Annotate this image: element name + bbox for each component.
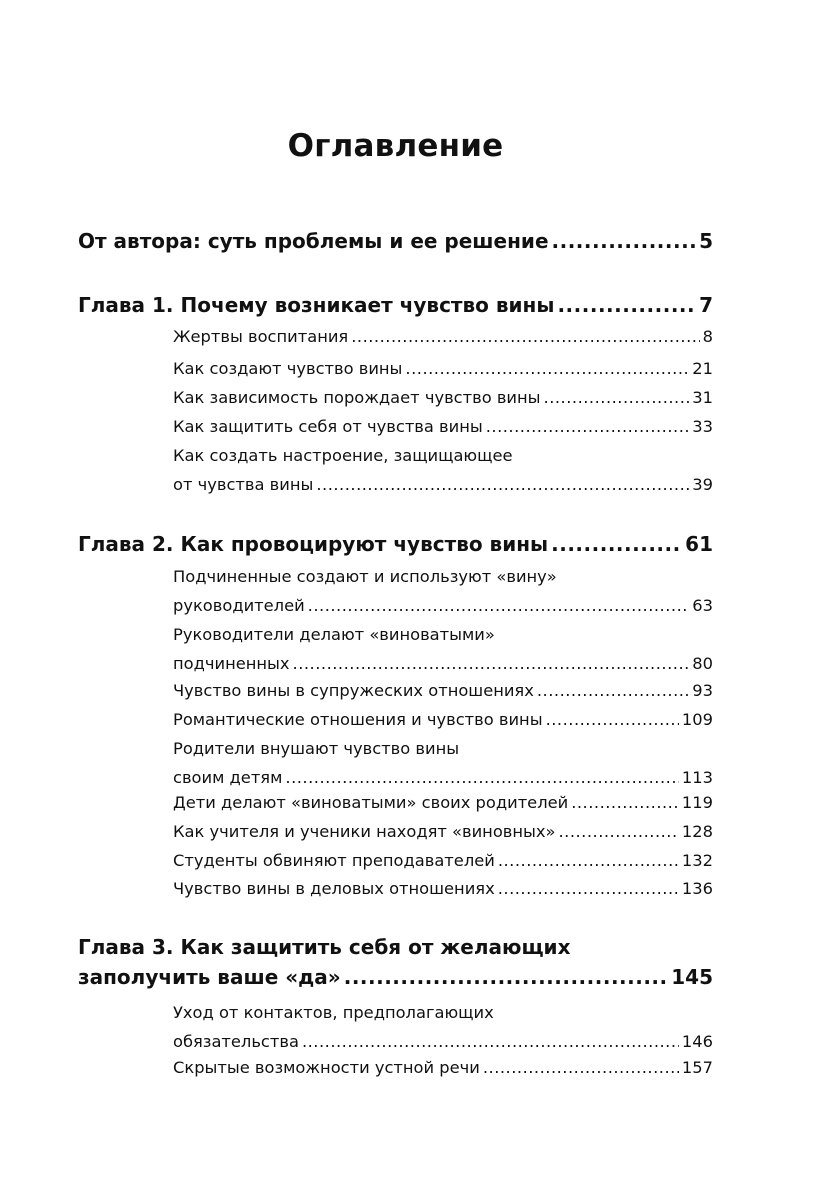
dot-leader: [293, 649, 690, 678]
toc-entry-title: Чувство вины в супружеских отношениях: [173, 681, 534, 700]
dot-leader: [552, 226, 697, 256]
toc-entry-chapter-3[interactable]: [78, 932, 713, 992]
toc-entry-section[interactable]: [173, 874, 713, 903]
toc-entry-section[interactable]: [173, 412, 713, 441]
page-title: Оглавление: [287, 128, 504, 164]
toc-entry-title-line-2: заполучить ваше «да»: [78, 965, 341, 989]
dot-leader: [316, 470, 689, 499]
toc-entry-section[interactable]: [173, 383, 713, 412]
toc-page-number: 128: [681, 822, 713, 841]
dot-leader: [405, 354, 689, 383]
toc-page-number: 63: [692, 596, 713, 615]
toc-entry-title-line-1: Как создать настроение, защищающее: [173, 446, 513, 465]
toc-entry-title-line-2: своим детям: [173, 768, 283, 787]
dot-leader: [498, 874, 679, 903]
dot-leader: [544, 383, 690, 412]
toc-page-number: 5: [699, 229, 713, 253]
toc-entry-section[interactable]: [173, 1053, 713, 1082]
toc-page-number: 80: [692, 654, 713, 673]
toc-entry-section[interactable]: [173, 620, 713, 678]
toc-page-number: 145: [671, 965, 713, 989]
toc-page-number: 136: [681, 879, 713, 898]
toc-entry-title: Скрытые возможности устной речи: [173, 1058, 480, 1077]
toc-entry-section[interactable]: [173, 846, 713, 875]
dot-leader: [558, 817, 678, 846]
toc-page-number: 33: [692, 417, 713, 436]
dot-leader: [551, 529, 682, 559]
dot-leader: [537, 676, 689, 705]
toc-entry-section[interactable]: [173, 354, 713, 383]
toc-entry-title-line-2: руководителей: [173, 596, 305, 615]
toc-entry-title: Как защитить себя от чувства вины: [173, 417, 483, 436]
toc-page-number: 119: [681, 793, 713, 812]
toc-entry-section[interactable]: [173, 676, 713, 705]
toc-page-number: 31: [692, 388, 713, 407]
toc-entry-title: Чувство вины в деловых отношениях: [173, 879, 495, 898]
dot-leader: [302, 1027, 679, 1056]
toc-page-number: 146: [681, 1032, 713, 1051]
toc-entry-title-line-1: Уход от контактов, предполагающих: [173, 1003, 494, 1022]
toc-entry-title: Как создают чувство вины: [173, 359, 403, 378]
toc-entry-section[interactable]: [173, 734, 713, 792]
dot-leader: [486, 412, 690, 441]
toc-page-number: 157: [681, 1058, 713, 1077]
toc-entry-section[interactable]: [173, 322, 713, 351]
toc-entry-title: Как зависимость порождает чувство вины: [173, 388, 541, 407]
toc-entry-title: Глава 2. Как провоцируют чувство вины: [78, 532, 549, 556]
toc-entry-title-line-2: обязательства: [173, 1032, 299, 1051]
toc-page: [78, 0, 713, 1200]
toc-page-number: 7: [699, 293, 713, 317]
toc-entry-section[interactable]: [173, 562, 713, 620]
toc-page-number: 113: [681, 768, 713, 787]
toc-entry-title-line-1: Глава 3. Как защитить себя от желающих: [78, 935, 571, 959]
toc-entry-section[interactable]: [173, 998, 713, 1056]
toc-entry-title: Романтические отношения и чувство вины: [173, 710, 543, 729]
dot-leader: [308, 591, 690, 620]
toc-entry-author[interactable]: [78, 226, 713, 256]
dot-leader: [351, 322, 699, 351]
toc-entry-title: Жертвы воспитания: [173, 327, 349, 346]
toc-entry-chapter-1[interactable]: [78, 290, 713, 320]
toc-entry-title-line-2: подчиненных: [173, 654, 290, 673]
toc-page-number: 39: [692, 475, 713, 494]
toc-page-number: 93: [692, 681, 713, 700]
toc-page-number: 61: [685, 532, 713, 556]
toc-entry-title: От автора: суть проблемы и ее решение: [78, 229, 549, 253]
dot-leader: [546, 705, 679, 734]
toc-entry-title-line-2: от чувства вины: [173, 475, 314, 494]
dot-leader: [557, 290, 696, 320]
toc-entry-title: Как учителя и ученики находят «виновных»: [173, 822, 556, 841]
toc-entry-section[interactable]: [173, 817, 713, 846]
toc-entry-title: Дети делают «виноватыми» своих родителей: [173, 793, 569, 812]
toc-entry-chapter-2[interactable]: [78, 529, 713, 559]
dot-leader: [571, 788, 679, 817]
toc-entry-title: Студенты обвиняют преподавателей: [173, 851, 495, 870]
toc-entry-section[interactable]: [173, 705, 713, 734]
toc-page-number: 21: [692, 359, 713, 378]
toc-entry-title-line-1: Руководители делают «виноватыми»: [173, 625, 495, 644]
toc-entry-title: Глава 1. Почему возникает чувство вины: [78, 293, 555, 317]
toc-entry-section[interactable]: [173, 441, 713, 499]
toc-entry-section[interactable]: [173, 788, 713, 817]
dot-leader: [483, 1053, 679, 1082]
toc-page-number: 109: [681, 710, 713, 729]
dot-leader: [344, 962, 669, 992]
dot-leader: [498, 846, 679, 875]
toc-entry-title-line-1: Подчиненные создают и используют «вину»: [173, 567, 557, 586]
toc-page-number: 132: [681, 851, 713, 870]
toc-page-number: 8: [702, 327, 713, 346]
toc-entry-title-line-1: Родители внушают чувство вины: [173, 739, 460, 758]
